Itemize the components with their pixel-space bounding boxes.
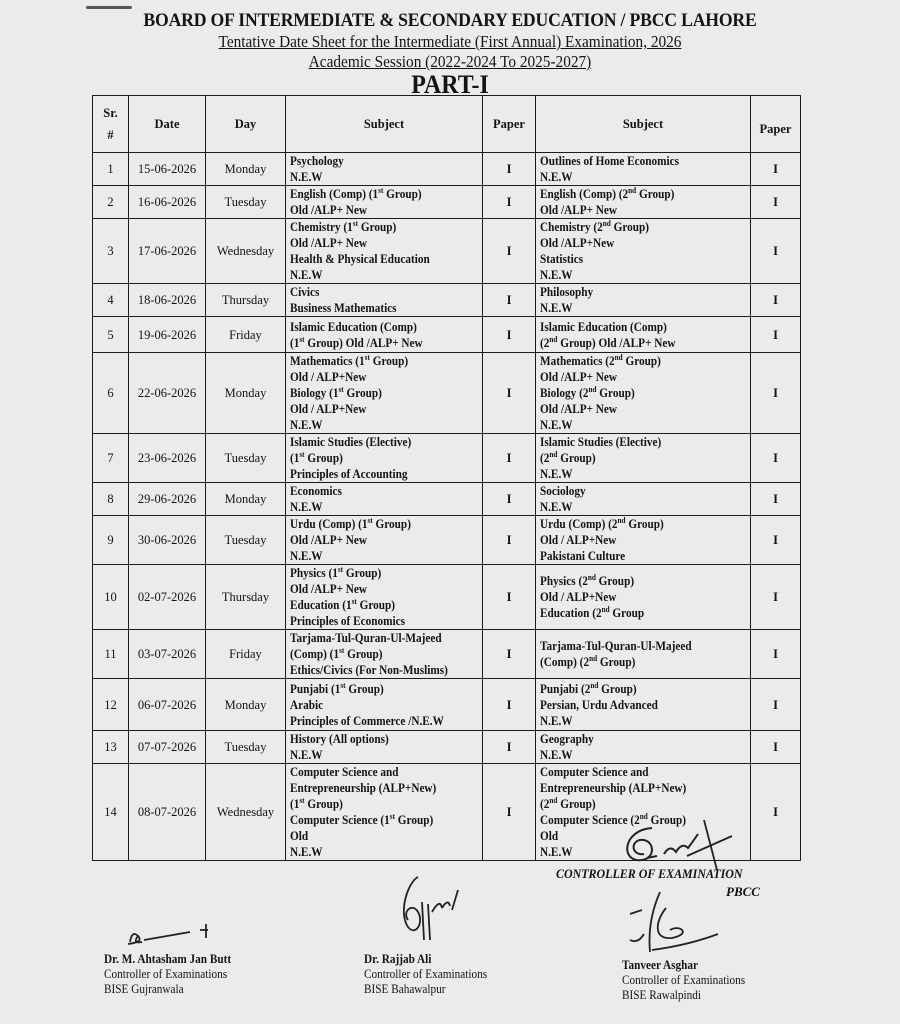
serial-number: 12 (93, 679, 129, 731)
subject-line: Old / ALP+New (290, 402, 367, 416)
subject-cell-group-1 (286, 565, 483, 630)
serial-number: 7 (93, 434, 129, 483)
subject-line: Urdu (Comp) (2nd Group) (540, 515, 664, 531)
part-heading: PART-I (411, 70, 489, 99)
paper-number-2: I (751, 483, 801, 516)
pbcc-signature (612, 818, 742, 873)
paper-number-2: I (751, 186, 801, 219)
subject-line: Pakistani Culture (540, 549, 626, 563)
paper-number-2: I (751, 219, 801, 284)
subject-line: Islamic Education (Comp) (290, 319, 417, 334)
table-row (93, 516, 801, 565)
col-subject-2: Subject (536, 96, 751, 153)
subject-line: N.E.W (540, 713, 573, 728)
exam-day: Wednesday (206, 219, 286, 284)
subject-line: Old / ALP+New (540, 533, 617, 547)
paper-number-1: I (483, 565, 536, 630)
subject-line: (Comp) (1st Group) (290, 645, 383, 661)
subject-line: N.E.W (290, 418, 323, 432)
exam-date: 16-06-2026 (129, 186, 206, 219)
subject-cell-group-1 (286, 317, 483, 353)
paper-number-2: I (751, 630, 801, 679)
subject-line: Punjabi (1st Group) (290, 680, 384, 696)
col-paper-2: Paper (751, 96, 801, 153)
subject-line: Old / ALP+New (540, 590, 617, 604)
subject-cell-group-2 (536, 565, 751, 630)
subject-line: Biology (1st Group) (290, 384, 382, 400)
exam-day: Friday (206, 317, 286, 353)
subject-cell-group-2 (536, 317, 751, 353)
signatory-board: BISE Bahawalpur (364, 982, 446, 996)
exam-day: Tuesday (206, 186, 286, 219)
exam-date: 18-06-2026 (129, 284, 206, 317)
signatory-name: Dr. M. Ahtasham Jan Butt (104, 952, 232, 966)
subject-line: Computer Science and (290, 765, 399, 779)
serial-number: 6 (93, 353, 129, 434)
exam-date: 15-06-2026 (129, 153, 206, 186)
paper-number-1: I (483, 284, 536, 317)
table-row (93, 565, 801, 630)
exam-date: 07-07-2026 (129, 731, 206, 764)
exam-day: Monday (206, 483, 286, 516)
paper-number-2: I (751, 284, 801, 317)
paper-number-1: I (483, 434, 536, 483)
signatory-gujranwala (104, 952, 231, 997)
paper-number-2: I (751, 764, 801, 861)
exam-day: Monday (206, 153, 286, 186)
paper-number-1: I (483, 353, 536, 434)
table-row (93, 153, 801, 186)
subject-line: Islamic Studies (Elective) (540, 435, 662, 449)
serial-number: 10 (93, 565, 129, 630)
paper-number-2: I (751, 353, 801, 434)
table-row (93, 284, 801, 317)
subject-line: N.E.W (540, 748, 573, 762)
table-row (93, 353, 801, 434)
exam-day: Friday (206, 630, 286, 679)
paper-number-2: I (751, 153, 801, 186)
subject-line: Physics (1st Group) (290, 564, 382, 580)
signatory-bahawalpur (364, 952, 487, 997)
subject-line: (1st Group) (290, 449, 343, 465)
signatory-board: BISE Gujranwala (104, 982, 184, 996)
date-sheet-table (92, 95, 801, 861)
subject-line: Urdu (Comp) (1st Group) (290, 515, 411, 531)
serial-number: 9 (93, 516, 129, 565)
paper-number-1: I (483, 219, 536, 284)
subject-line: N.E.W (540, 301, 573, 315)
subject-cell-group-1 (286, 186, 483, 219)
subject-line: Health & Physical Education (290, 252, 430, 266)
subject-line: Old /ALP+ New (540, 370, 618, 384)
subject-line: Psychology (290, 154, 344, 168)
subject-line: Old /ALP+ New (290, 533, 368, 547)
exam-date: 29-06-2026 (129, 483, 206, 516)
subject-cell-group-2 (536, 731, 751, 764)
subject-line: Old (290, 829, 309, 843)
subject-line: Education (1st Group) (290, 596, 396, 612)
staple-mark (86, 6, 132, 9)
col-day: Day (206, 96, 286, 153)
date-sheet-subtitle: Tentative Date Sheet for the Intermediate (First Annual) Examination, 2026 (218, 32, 682, 51)
exam-day: Tuesday (206, 434, 286, 483)
subject-line: N.E.W (290, 845, 323, 859)
subject-line: Chemistry (2nd Group) (540, 218, 650, 234)
subject-line: N.E.W (290, 500, 323, 514)
subject-line: Biology (2nd Group) (540, 384, 635, 400)
board-title: BOARD OF INTERMEDIATE & SECONDARY EDUCATION / PBCC LAHORE (143, 10, 757, 31)
table-row (93, 317, 801, 353)
exam-date: 02-07-2026 (129, 565, 206, 630)
subject-cell-group-1 (286, 483, 483, 516)
subject-line: Sociology (540, 484, 586, 498)
table-row (93, 679, 801, 731)
subject-line: N.E.W (540, 467, 573, 481)
paper-number-1: I (483, 630, 536, 679)
subject-line: (2nd Group) Old /ALP+ New (540, 334, 676, 350)
table-row (93, 630, 801, 679)
exam-day: Thursday (206, 284, 286, 317)
paper-number-2: I (751, 317, 801, 353)
subject-line: Punjabi (2nd Group) (540, 680, 637, 696)
exam-date: 19-06-2026 (129, 317, 206, 353)
subject-line: Old /ALP+ New (290, 582, 368, 596)
subject-line: Old (540, 829, 559, 843)
subject-cell-group-2 (536, 630, 751, 679)
serial-number: 13 (93, 731, 129, 764)
subject-line: Education (2nd Group (540, 604, 645, 620)
subject-cell-group-1 (286, 353, 483, 434)
subject-cell-group-1 (286, 630, 483, 679)
exam-day: Monday (206, 679, 286, 731)
subject-cell-group-1 (286, 764, 483, 861)
subject-cell-group-2 (536, 434, 751, 483)
subject-line: Old /ALP+ New (290, 236, 368, 250)
exam-day: Monday (206, 353, 286, 434)
table-row (93, 219, 801, 284)
subject-line: Computer Science and (540, 765, 649, 779)
subject-cell-group-2 (536, 219, 751, 284)
subject-line: Mathematics (1st Group) (290, 352, 409, 368)
rawalpindi-signature (622, 890, 732, 960)
subject-line: Computer Science (1st Group) (290, 811, 434, 827)
paper-number-2: I (751, 516, 801, 565)
col-date: Date (129, 96, 206, 153)
paper-number-1: I (483, 153, 536, 186)
paper-number-1: I (483, 679, 536, 731)
subject-line: Ethics/Civics (For Non-Muslims) (290, 663, 448, 677)
col-paper-1: Paper (483, 96, 536, 153)
subject-line: N.E.W (540, 500, 573, 514)
paper-number-2: I (751, 434, 801, 483)
subject-line: Principles of Accounting (290, 467, 408, 481)
serial-number: 14 (93, 764, 129, 861)
serial-number: 1 (93, 153, 129, 186)
subject-line: Entrepreneurship (ALP+New) (540, 781, 687, 795)
signatory-name: Tanveer Asghar (622, 958, 698, 972)
subject-line: N.E.W (540, 418, 573, 432)
subject-cell-group-2 (536, 516, 751, 565)
signatory-role: Controller of Examinations (104, 967, 228, 981)
signatory-role: Controller of Examinations (364, 967, 488, 981)
subject-line: Entrepreneurship (ALP+New) (290, 781, 437, 795)
subject-cell-group-1 (286, 679, 483, 731)
paper-number-1: I (483, 764, 536, 861)
serial-number: 4 (93, 284, 129, 317)
subject-line: Business Mathematics (290, 301, 397, 315)
subject-line: Statistics (540, 252, 584, 266)
subject-line: (1st Group) Old /ALP+ New (290, 334, 423, 350)
subject-line: Civics (290, 285, 320, 299)
subject-cell-group-2 (536, 483, 751, 516)
subject-line: Outlines of Home Economics (540, 154, 680, 168)
exam-date: 03-07-2026 (129, 630, 206, 679)
exam-date: 23-06-2026 (129, 434, 206, 483)
subject-line: Old /ALP+ New (540, 203, 618, 217)
subject-cell-group-2 (536, 679, 751, 731)
table-row (93, 434, 801, 483)
subject-line: (Comp) (2nd Group) (540, 653, 636, 669)
gujranwala-signature (120, 920, 230, 950)
subject-cell-group-1 (286, 434, 483, 483)
table-row (93, 483, 801, 516)
paper-number-1: I (483, 516, 536, 565)
exam-day: Wednesday (206, 764, 286, 861)
paper-number-1: I (483, 317, 536, 353)
subject-line: N.E.W (540, 845, 573, 859)
subject-line: Islamic Education (Comp) (540, 319, 667, 334)
exam-date: 30-06-2026 (129, 516, 206, 565)
exam-date: 22-06-2026 (129, 353, 206, 434)
signatory-board: BISE Rawalpindi (622, 988, 702, 1002)
col-subject-1: Subject (286, 96, 483, 153)
signatory-name: Dr. Rajjab Ali (364, 952, 432, 966)
col-sr-hash: # (107, 128, 114, 142)
serial-number: 2 (93, 186, 129, 219)
exam-date: 06-07-2026 (129, 679, 206, 731)
subject-line: English (Comp) (2nd Group) (540, 185, 675, 201)
paper-number-2: I (751, 565, 801, 630)
signatory-role: Controller of Examinations (622, 973, 746, 987)
serial-number: 5 (93, 317, 129, 353)
subject-line: History (All options) (290, 732, 389, 746)
subject-cell-group-1 (286, 516, 483, 565)
subject-cell-group-2 (536, 153, 751, 186)
subject-line: Islamic Studies (Elective) (290, 435, 412, 449)
subject-line: Old /ALP+ New (540, 402, 618, 416)
exam-date: 08-07-2026 (129, 764, 206, 861)
subject-line: English (Comp) (1st Group) (290, 185, 422, 201)
table-row (93, 186, 801, 219)
subject-line: N.E.W (290, 170, 323, 184)
subject-line: Old /ALP+New (540, 236, 615, 250)
subject-line: Mathematics (2nd Group) (540, 352, 661, 368)
subject-cell-group-1 (286, 219, 483, 284)
signatory-rawalpindi (622, 958, 745, 1003)
paper-number-1: I (483, 186, 536, 219)
subject-cell-group-2 (536, 186, 751, 219)
subject-line: Economics (290, 484, 342, 498)
subject-cell-group-1 (286, 153, 483, 186)
bahawalpur-signature (388, 872, 468, 942)
subject-line: (2nd Group) (540, 449, 596, 465)
serial-number: 8 (93, 483, 129, 516)
subject-line: Principles of Commerce /N.E.W (290, 713, 444, 728)
col-sr (93, 96, 129, 153)
subject-line: Old / ALP+New (290, 370, 367, 384)
subject-line: (1st Group) (290, 795, 343, 811)
subject-line: N.E.W (540, 170, 573, 184)
subject-line: Computer Science (2nd Group) (540, 811, 687, 827)
subject-line: N.E.W (290, 748, 323, 762)
exam-day: Tuesday (206, 731, 286, 764)
subject-line: Tarjama-Tul-Quran-Ul-Majeed (540, 639, 692, 653)
paper-number-2: I (751, 731, 801, 764)
subject-cell-group-2 (536, 353, 751, 434)
subject-line: Geography (540, 732, 594, 746)
subject-cell-group-2 (536, 284, 751, 317)
paper-number-2: I (751, 679, 801, 731)
exam-date: 17-06-2026 (129, 219, 206, 284)
subject-line: N.E.W (290, 549, 323, 563)
serial-number: 11 (93, 630, 129, 679)
subject-cell-group-1 (286, 731, 483, 764)
exam-day: Tuesday (206, 516, 286, 565)
subject-line: Principles of Economics (290, 614, 405, 628)
subject-line: Philosophy (540, 285, 594, 299)
pbcc-controller-title: CONTROLLER OF EXAMINATION (556, 866, 743, 881)
subject-line: Physics (2nd Group) (540, 572, 635, 588)
subject-line: N.E.W (540, 268, 573, 282)
subject-line: Chemistry (1st Group) (290, 218, 397, 234)
pbcc-label: PBCC (726, 884, 760, 899)
exam-day: Thursday (206, 565, 286, 630)
paper-number-1: I (483, 483, 536, 516)
serial-number: 3 (93, 219, 129, 284)
subject-line: N.E.W (290, 268, 323, 282)
table-header-row (93, 96, 801, 153)
subject-cell-group-1 (286, 284, 483, 317)
subject-line: Tarjama-Tul-Quran-Ul-Majeed (290, 631, 442, 645)
paper-number-1: I (483, 731, 536, 764)
subject-line: Arabic (290, 697, 324, 712)
subject-line: Persian, Urdu Advanced (540, 697, 658, 712)
academic-session: Academic Session (2022-2024 To 2025-2027) (308, 52, 592, 71)
subject-line: Old /ALP+ New (290, 203, 368, 217)
col-sr-label: Sr. (103, 106, 118, 120)
table-row (93, 731, 801, 764)
subject-line: (2nd Group) (540, 795, 596, 811)
